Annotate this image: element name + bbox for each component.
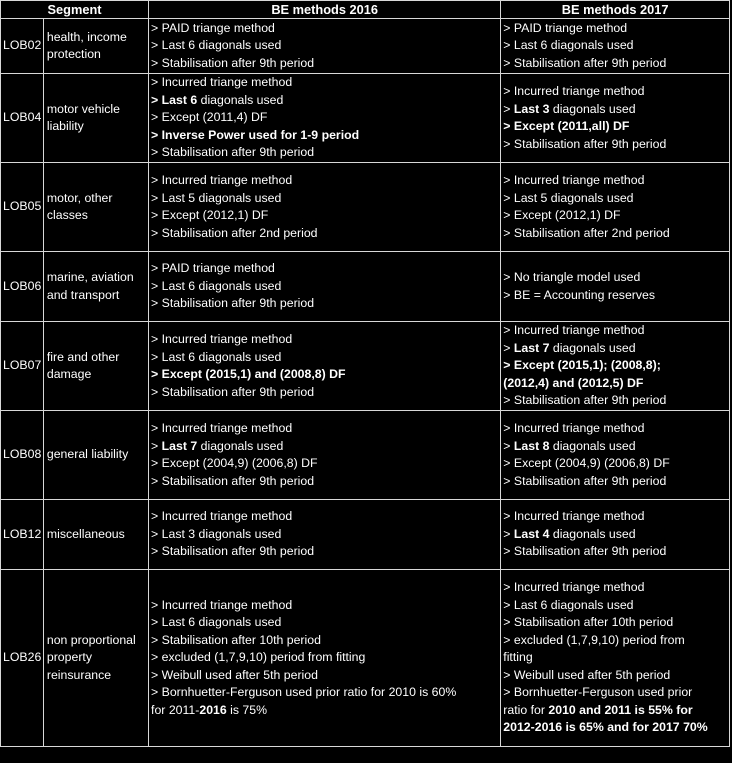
methods-2017-cell xyxy=(501,500,730,570)
method-text: > Stabilisation after 9th period xyxy=(151,55,315,70)
table-row xyxy=(1,570,730,747)
method-line xyxy=(503,392,727,410)
method-text: > Incurred triange method xyxy=(503,173,645,187)
method-text-bold: Last 3 xyxy=(513,101,550,116)
method-line xyxy=(503,719,727,737)
method-line xyxy=(151,543,498,561)
method-text: > Last 6 diagonals used xyxy=(503,38,634,53)
lob-code-cell: LOB04 xyxy=(1,74,44,163)
method-text-bold: 2010 and 2011 is 55% for xyxy=(548,702,693,717)
method-line xyxy=(503,526,727,544)
method-line xyxy=(503,172,727,190)
method-text: > PAID triange method xyxy=(151,261,275,276)
method-line xyxy=(503,508,727,526)
method-line xyxy=(503,597,727,615)
method-line xyxy=(151,526,498,544)
methods-2016-cell xyxy=(149,19,501,74)
table-row xyxy=(1,500,730,570)
method-text: > Last 6 diagonals used xyxy=(503,597,634,612)
method-line xyxy=(151,684,498,702)
method-text: > xyxy=(503,526,514,541)
segment-name-cell: fire and other damage xyxy=(43,322,148,411)
methods-2017-cell xyxy=(501,411,730,500)
method-text: > xyxy=(503,340,514,355)
method-line xyxy=(151,649,498,667)
method-text: > Stabilisation after 9th period xyxy=(503,393,667,408)
method-text: > Last 6 diagonals used xyxy=(151,278,282,293)
table-row xyxy=(1,19,730,74)
method-text: > Stabilisation after 9th period xyxy=(503,473,667,488)
methods-2016-cell xyxy=(149,411,501,500)
method-line xyxy=(503,438,727,456)
method-line xyxy=(151,331,498,349)
method-text-bold: Last 7 xyxy=(513,340,550,355)
methods-2016-cell xyxy=(149,163,501,252)
method-line xyxy=(503,702,727,720)
method-line xyxy=(503,375,727,393)
method-text: diagonals used xyxy=(549,438,636,453)
method-text: > PAID triange method xyxy=(503,20,628,35)
method-line xyxy=(151,508,498,526)
method-text: > Stabilisation after 2nd period xyxy=(151,225,318,240)
method-text: > Except (2012,1) DF xyxy=(503,208,621,222)
method-text: diagonals used xyxy=(549,340,636,355)
method-line xyxy=(151,384,498,402)
table-row xyxy=(1,74,730,163)
method-text: diagonals used xyxy=(549,526,636,541)
segment-name-cell: miscellaneous xyxy=(43,500,148,570)
method-line xyxy=(151,702,498,720)
method-line xyxy=(503,37,727,55)
method-line xyxy=(151,127,498,145)
method-line xyxy=(151,55,498,73)
method-text: > Incurred triange method xyxy=(151,421,293,435)
method-text-bold: > Except (2015,1) and (2008,8) DF xyxy=(151,367,346,381)
method-line xyxy=(503,473,727,491)
table-row xyxy=(1,163,730,252)
be-2016-header: BE methods 2016 xyxy=(149,1,501,19)
method-text: > Stabilisation after 9th period xyxy=(151,145,315,160)
method-text: > Stabilisation after 10th period xyxy=(151,632,321,647)
method-line xyxy=(151,278,498,296)
method-text: is 75% xyxy=(226,702,268,717)
method-text-bold: > Except (2011,all) DF xyxy=(503,119,630,133)
method-line xyxy=(503,207,727,225)
method-line xyxy=(503,543,727,561)
method-line xyxy=(151,597,498,615)
methods-2017-cell xyxy=(501,19,730,74)
method-text-bold: > Last 6 xyxy=(151,92,198,107)
method-line xyxy=(151,74,498,92)
method-line xyxy=(503,455,727,473)
method-line xyxy=(151,20,498,38)
method-text: > Last 5 diagonals used xyxy=(503,190,634,205)
method-text: > Incurred triange method xyxy=(151,173,293,187)
method-text: > Bornhuetter-Ferguson used prior ratio for 2010 is 60% xyxy=(151,685,457,700)
method-line xyxy=(151,667,498,685)
method-text: > PAID triange method xyxy=(151,20,275,35)
method-text: > Last 6 diagonals used xyxy=(151,38,282,53)
method-text: > Last 3 diagonals used xyxy=(151,526,282,541)
method-line xyxy=(151,455,498,473)
methods-2016-cell xyxy=(149,500,501,570)
methods-2016-cell xyxy=(149,74,501,163)
method-text: diagonals used xyxy=(197,438,284,453)
method-text: > excluded (1,7,9,10) period from fitting xyxy=(151,650,366,665)
method-text: > Incurred triange method xyxy=(503,580,645,595)
method-line xyxy=(503,684,727,702)
method-text: > xyxy=(151,438,162,453)
method-line xyxy=(151,172,498,190)
methods-2016-cell xyxy=(149,252,501,322)
method-line xyxy=(151,37,498,55)
method-text: > Except (2011,4) DF xyxy=(151,110,268,125)
method-text-bold: (2012,4) and (2012,5) DF xyxy=(503,375,644,390)
methods-2016-cell xyxy=(149,322,501,411)
method-text: > Stabilisation after 9th period xyxy=(151,296,315,311)
method-text: > Weibull used after 5th period xyxy=(503,667,671,682)
method-line xyxy=(503,269,727,287)
method-text: > Stabilisation after 9th period xyxy=(503,55,667,70)
method-text: > Bornhuetter-Ferguson used prior xyxy=(503,685,693,700)
method-text: fitting xyxy=(503,650,533,665)
method-text-bold: Last 4 xyxy=(513,526,550,541)
method-text: > Last 6 diagonals used xyxy=(151,615,282,630)
method-line xyxy=(503,632,727,650)
be-2017-header: BE methods 2017 xyxy=(501,1,730,19)
method-text: > Stabilisation after 9th period xyxy=(503,544,667,559)
lob-code-cell: LOB26 xyxy=(1,570,44,747)
segment-name-cell: motor vehicle liability xyxy=(43,74,148,163)
method-line xyxy=(503,20,727,38)
method-text-bold: Last 8 xyxy=(513,438,550,453)
lob-code-cell: LOB06 xyxy=(1,252,44,322)
method-text: > Stabilisation after 9th period xyxy=(151,473,315,488)
method-text: > xyxy=(503,101,514,116)
method-text: > Stabilisation after 2nd period xyxy=(503,225,670,240)
table-row xyxy=(1,252,730,322)
method-text: > Incurred triange method xyxy=(503,421,645,435)
method-line xyxy=(151,473,498,491)
method-line xyxy=(151,225,498,243)
method-text: > Incurred triange method xyxy=(503,84,645,98)
table-header xyxy=(1,1,730,19)
method-line xyxy=(151,144,498,162)
method-text-bold: 2016 xyxy=(199,702,227,717)
method-line xyxy=(503,118,727,136)
header-row xyxy=(1,1,730,19)
method-line xyxy=(503,614,727,632)
method-line xyxy=(151,260,498,278)
method-text: > Except (2004,9) (2006,8) DF xyxy=(151,456,318,470)
method-text: ratio for xyxy=(503,702,549,717)
method-line xyxy=(503,579,727,597)
method-text: > excluded (1,7,9,10) period from xyxy=(503,632,685,647)
lob-code-cell: LOB07 xyxy=(1,322,44,411)
method-text: > Except (2012,1) DF xyxy=(151,208,269,222)
method-text: > BE = Accounting reserves xyxy=(503,287,656,302)
method-text: > xyxy=(503,438,514,453)
methods-2017-cell xyxy=(501,252,730,322)
method-line xyxy=(503,322,727,340)
method-line xyxy=(151,420,498,438)
method-text-bold: > Inverse Power used for 1-9 period xyxy=(151,127,360,142)
segment-name-cell: non proportional property reinsurance xyxy=(43,570,148,747)
method-text: > Stabilisation after 9th period xyxy=(151,544,315,559)
method-line xyxy=(503,55,727,73)
lob-code-cell: LOB12 xyxy=(1,500,44,570)
method-line xyxy=(503,136,727,154)
method-text: > Incurred triange method xyxy=(503,509,645,524)
method-line xyxy=(503,225,727,243)
segment-name-cell: marine, aviation and transport xyxy=(43,252,148,322)
method-text: > Last 6 diagonals used xyxy=(151,349,282,364)
methods-2017-cell xyxy=(501,74,730,163)
method-line xyxy=(503,190,727,208)
method-line xyxy=(151,438,498,456)
methods-2017-cell xyxy=(501,322,730,411)
lob-code-cell: LOB02 xyxy=(1,19,44,74)
method-line xyxy=(151,92,498,110)
method-text-bold: Last 7 xyxy=(161,438,198,453)
method-text: > No triangle model used xyxy=(503,270,641,284)
method-line xyxy=(151,190,498,208)
method-text: > Incurred triange method xyxy=(151,509,293,524)
table-row xyxy=(1,322,730,411)
table-body xyxy=(1,19,730,747)
method-text: > Incurred triange method xyxy=(151,75,293,90)
segment-name-cell: general liability xyxy=(43,411,148,500)
method-text: > Weibull used after 5th period xyxy=(151,667,318,682)
methods-2017-cell xyxy=(501,163,730,252)
method-text: diagonals used xyxy=(197,92,284,107)
segment-name-cell: health, income protection xyxy=(43,19,148,74)
method-text-bold: 2012-2016 is 65% and for 2017 70% xyxy=(503,720,708,735)
method-text: > Stabilisation after 9th period xyxy=(503,136,667,151)
method-text: > Last 5 diagonals used xyxy=(151,190,282,205)
table-row xyxy=(1,411,730,500)
method-line xyxy=(503,101,727,119)
method-line xyxy=(503,667,727,685)
method-line xyxy=(151,366,498,384)
method-text: > Incurred triange method xyxy=(151,597,293,612)
lob-code-cell: LOB05 xyxy=(1,163,44,252)
method-line xyxy=(151,614,498,632)
segment-header: Segment xyxy=(1,1,149,19)
method-line xyxy=(151,349,498,367)
method-line xyxy=(503,649,727,667)
method-text: diagonals used xyxy=(549,101,636,116)
method-line xyxy=(151,109,498,127)
methods-2016-cell xyxy=(149,570,501,747)
segment-name-cell: motor, other classes xyxy=(43,163,148,252)
method-line xyxy=(503,287,727,305)
method-line xyxy=(503,83,727,101)
method-line xyxy=(151,295,498,313)
method-line xyxy=(503,340,727,358)
method-text: > Incurred triange method xyxy=(503,323,645,338)
method-line xyxy=(503,420,727,438)
methods-2017-cell xyxy=(501,570,730,747)
method-line xyxy=(151,207,498,225)
method-text: > Except (2004,9) (2006,8) DF xyxy=(503,456,670,470)
method-text: > Stabilisation after 9th period xyxy=(151,384,315,399)
lob-code-cell: LOB08 xyxy=(1,411,44,500)
method-line xyxy=(503,357,727,375)
method-line xyxy=(151,632,498,650)
method-text: > Stabilisation after 10th period xyxy=(503,615,674,630)
method-text-bold: > Except (2015,1); (2008,8); xyxy=(503,358,661,373)
method-text: > Incurred triange method xyxy=(151,332,293,346)
method-text: for 2011- xyxy=(151,702,200,717)
